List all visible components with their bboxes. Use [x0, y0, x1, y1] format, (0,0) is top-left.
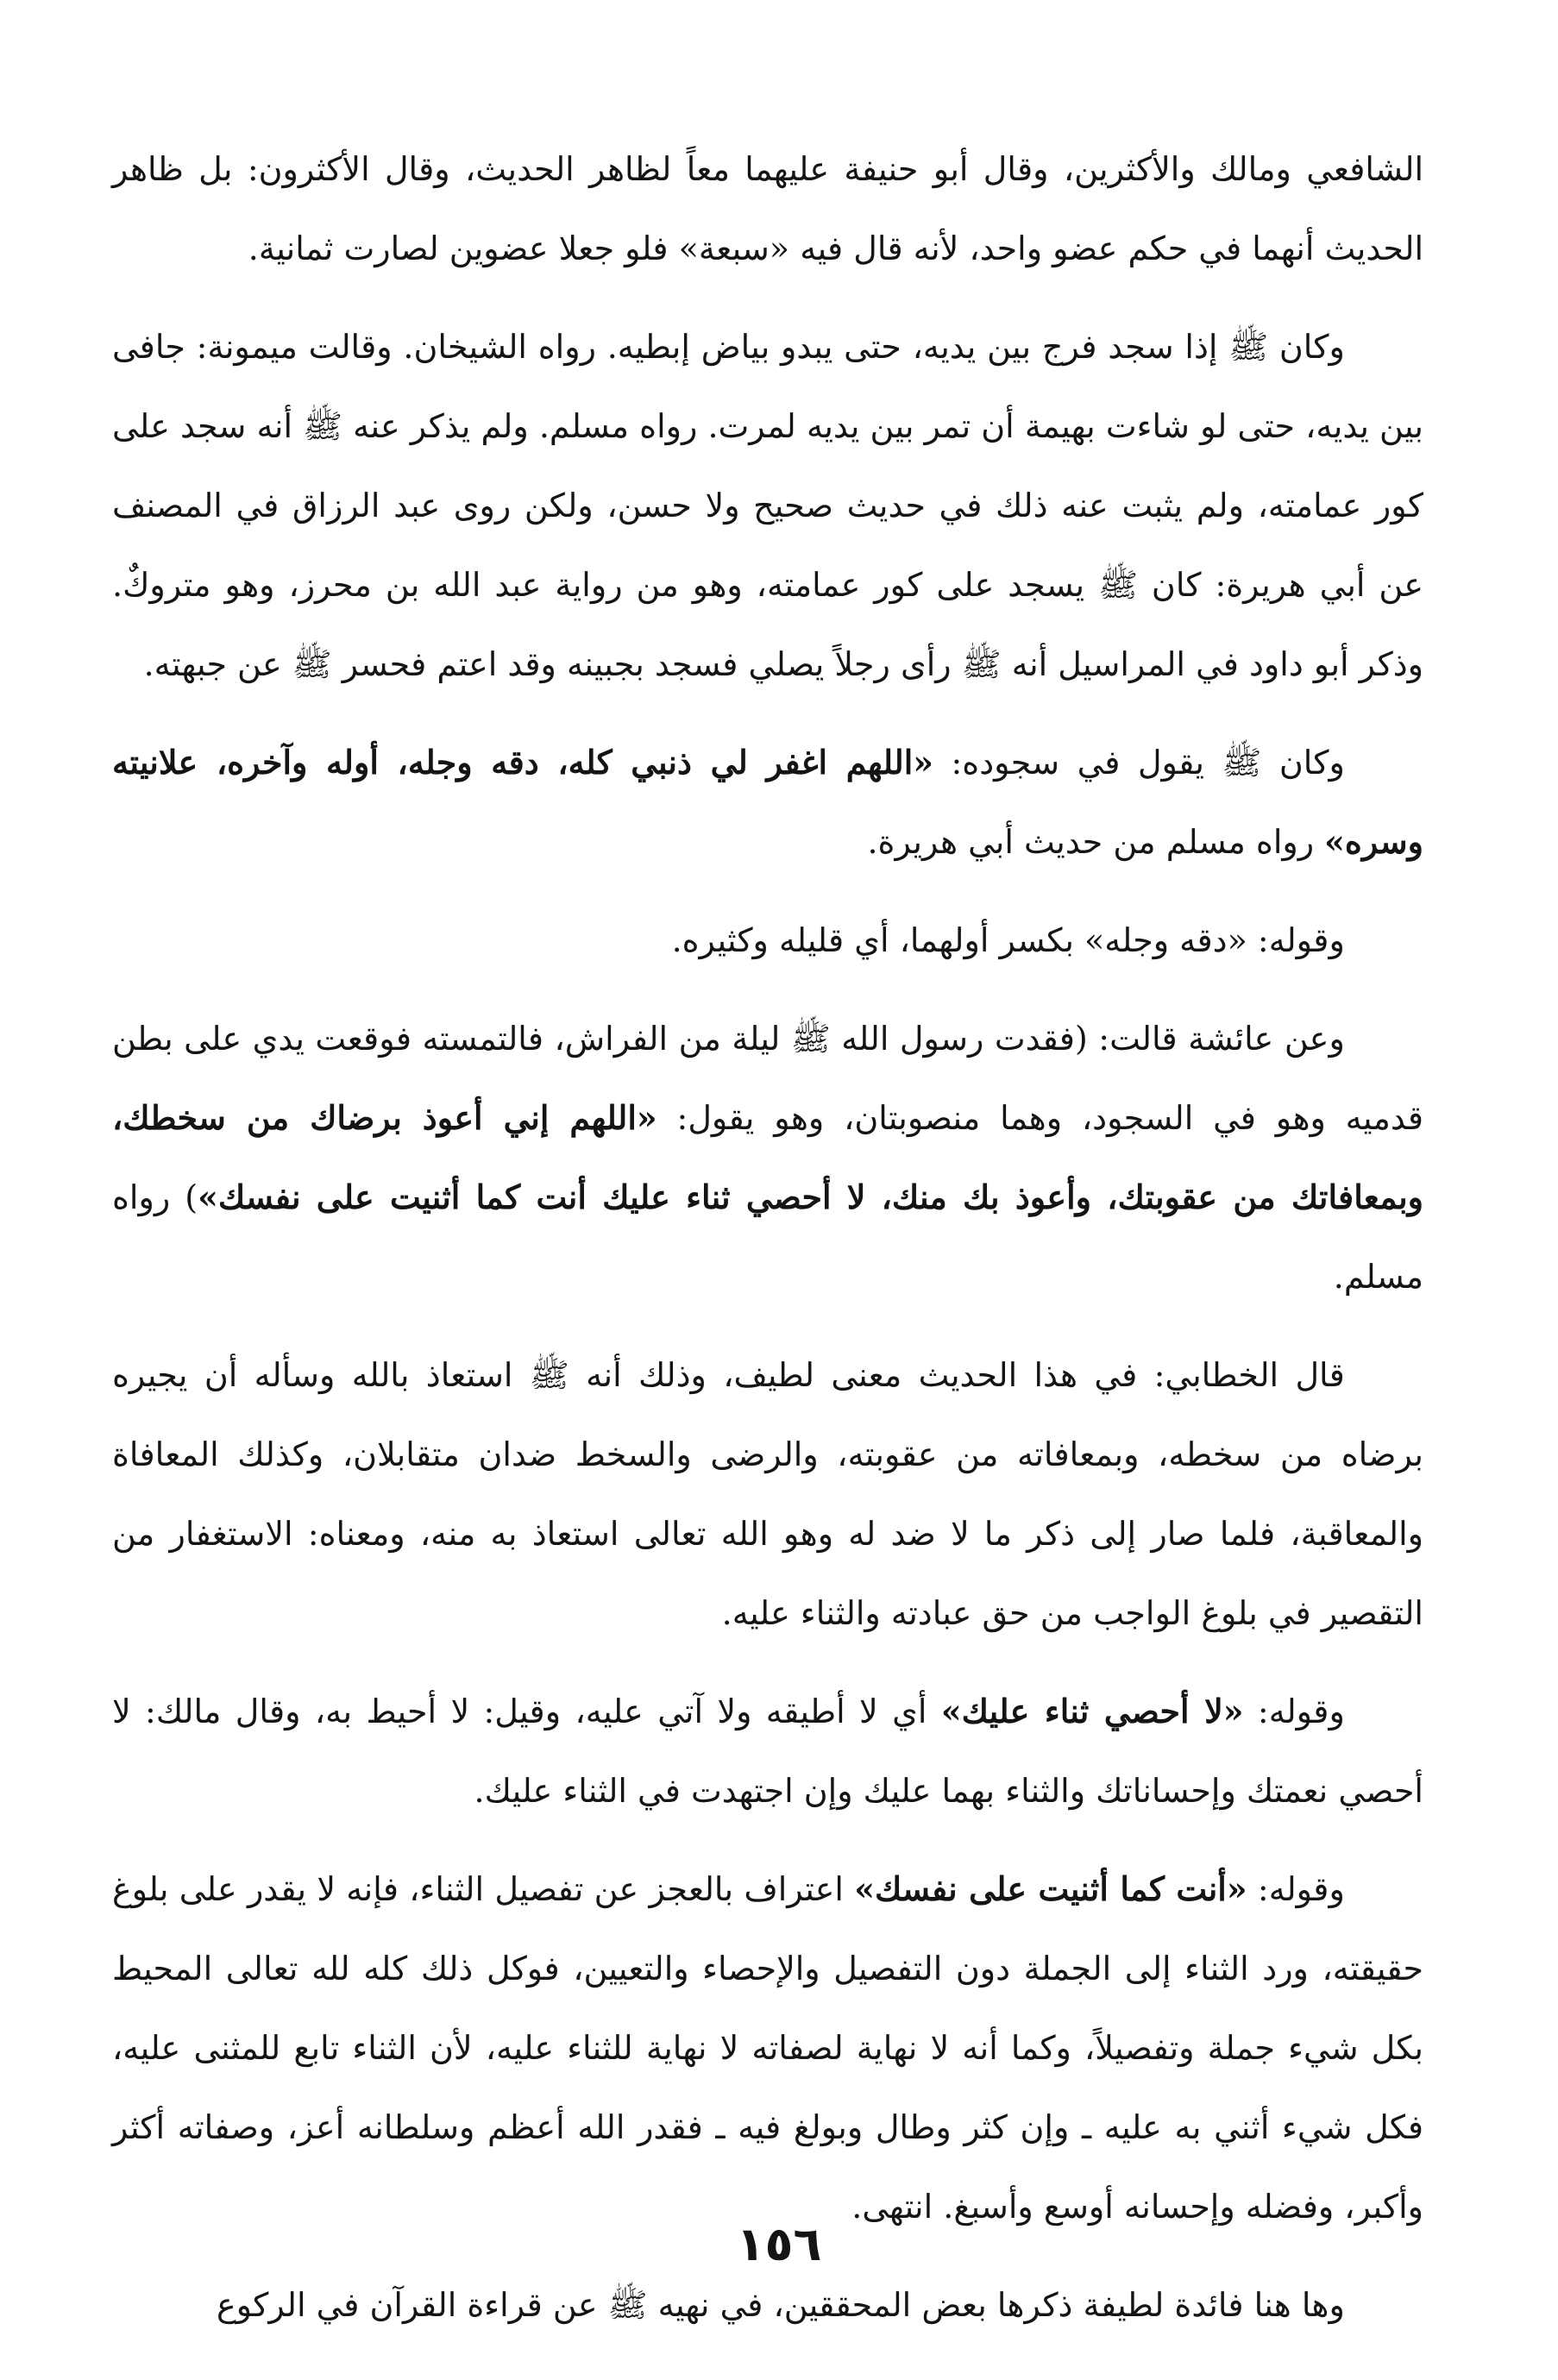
paragraph-1	[112, 129, 1423, 288]
paragraph-3-hadith-quote: «اللهم اغفر لي ذنبي كله، دقه وجله، أوله وآخره، علانيته وسره»	[112, 743, 1423, 861]
paragraph-3-text-b: رواه مسلم من حديث أبي هريرة.	[867, 823, 1325, 861]
paragraph-3-text-a: وكان ﷺ يقول في سجوده:	[933, 744, 1345, 782]
paragraph-7-quote: «لا أحصي ثناء عليك»	[940, 1692, 1244, 1730]
paragraph-6	[112, 1335, 1423, 1653]
paragraph-5-text-a: وعن عائشة قالت: (فقدت رسول الله ﷺ ليلة من الفراش، فالتمسته فوقعت يدي على بطن قدميه وهو في السجود، وهما منصوبتان، وهو يقول:	[112, 1020, 1423, 1137]
paragraph-8	[112, 1849, 1423, 2246]
paragraph-9-text: وها هنا فائدة لطيفة ذكرها بعض المحققين، في نهيه ﷺ عن قراءة القرآن في الركوع	[217, 2286, 1345, 2324]
paragraph-3	[112, 723, 1423, 882]
page-number: ١٥٦	[736, 2217, 822, 2271]
paragraph-5-text-b: ) رواه مسلم.	[112, 1178, 1423, 1296]
page-body	[112, 129, 1423, 2364]
paragraph-9	[112, 2265, 1423, 2345]
paragraph-1-text: الشافعي ومالك والأكثرين، وقال أبو حنيفة عليهما معاً لظاهر الحديث، وقال الأكثرون: بل ظاهر الحديث أنهما في حكم عضو واحد، لأنه قال فيه «سبعة» فلو جعلا عضوين لصارت ثمانية.	[112, 150, 1423, 267]
paragraph-8-text-a: وقوله:	[1247, 1870, 1345, 1908]
paragraph-8-quote: «أنت كما أثنيت على نفسك»	[854, 1869, 1247, 1908]
paragraph-7	[112, 1672, 1423, 1831]
paragraph-5-hadith-quote: «اللهم إني أعوذ برضاك من سخطك، وبمعافاتك من عقوبتك، وأعوذ بك منك، لا أحصي ثناء عليك أنت كما أثنيت على نفسك»	[112, 1098, 1423, 1216]
paragraph-4-text: وقوله: «دقه وجله» بكسر أولهما، أي قليله وكثيره.	[671, 921, 1345, 959]
paragraph-5	[112, 999, 1423, 1316]
paragraph-2	[112, 307, 1423, 704]
paragraph-4	[112, 901, 1423, 980]
paragraph-8-text-b: اعتراف بالعجز عن تفصيل الثناء، فإنه لا يقدر على بلوغ حقيقته، ورد الثناء إلى الجملة دون التفصيل والإحصاء والتعيين، فوكل ذلك كله لله تعالى المحيط بكل شيء جملة وتفصيلاً، وكما أنه لا نهاية لصفاته لا نهاية للثناء عليه، لأن الثناء تابع للمثنى عليه، فكل شيء أثني به عليه ـ وإن كثر وطال وبولغ فيه ـ فقدر الله أعظم وسلطانه أعز، وصفاته أكثر وأكبر، وفضله وإحسانه أوسع وأسبغ. انتهى.	[112, 1870, 1423, 2226]
paragraph-2-text: وكان ﷺ إذا سجد فرج بين يديه، حتى يبدو بياض إبطيه. رواه الشيخان. وقالت ميمونة: جافى بين يديه، حتى لو شاءت بهيمة أن تمر بين يديه لمرت. رواه مسلم. ولم يذكر عنه ﷺ أنه سجد على كور عمامته، ولم يثبت عنه ذلك في حديث صحيح ولا حسن، ولكن روى عبد الرزاق في المصنف عن أبي هريرة: كان ﷺ يسجد على كور عمامته، وهو من رواية عبد الله بن محرز، وهو متروكٌ. وذكر أبو داود في المراسيل أنه ﷺ رأى رجلاً يصلي فسجد بجبينه وقد اعتم فحسر ﷺ عن جبهته.	[112, 328, 1423, 683]
paragraph-7-text-a: وقوله:	[1243, 1692, 1345, 1730]
paragraph-7-text-b: أي لا أطيقه ولا آتي عليه، وقيل: لا أحيط به، وقال مالك: لا أحصي نعمتك وإحساناتك والثناء بهما عليك وإن اجتهدت في الثناء عليك.	[112, 1692, 1423, 1810]
paragraph-6-text: قال الخطابي: في هذا الحديث معنى لطيف، وذلك أنه ﷺ استعاذ بالله وسأله أن يجيره برضاه من سخطه، وبمعافاته من عقوبته، والرضى والسخط ضدان متقابلان، وكذلك المعافاة والمعاقبة، فلما صار إلى ذكر ما لا ضد له وهو الله تعالى استعاذ به منه، ومعناه: الاستغفار من التقصير في بلوغ الواجب من حق عبادته والثناء عليه.	[112, 1356, 1423, 1632]
